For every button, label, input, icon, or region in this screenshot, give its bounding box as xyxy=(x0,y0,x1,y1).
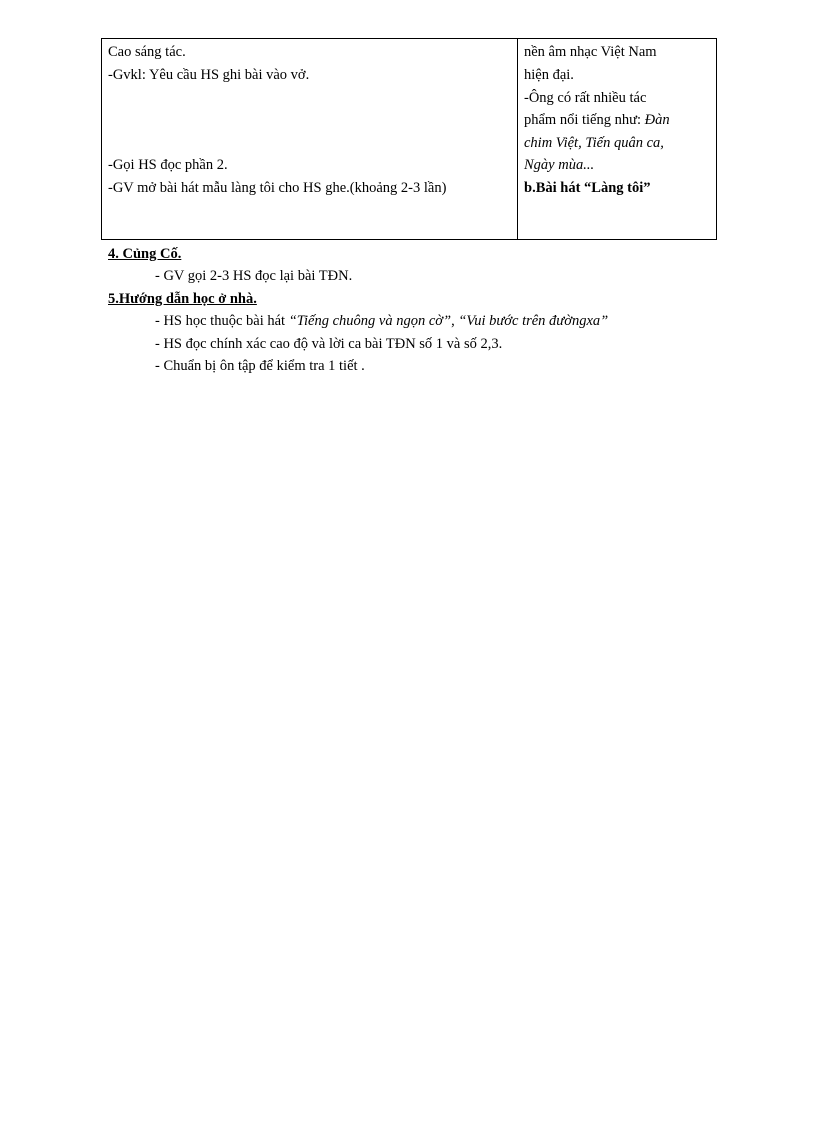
song-title-2: “Vui bước trên đườngxa” xyxy=(458,313,609,329)
left-line-1: Cao sáng tác. xyxy=(108,44,186,60)
left-line-4: -GV mở bài hát mẫu làng tôi cho HS ghe.(khoảng 2-3 lần) xyxy=(108,180,447,196)
item-1-separator: , xyxy=(451,313,459,329)
left-line-3: -Gọi HS đọc phần 2. xyxy=(108,157,228,173)
right-line-4-italic: Đàn xyxy=(641,112,670,128)
right-line-2: hiện đại. xyxy=(524,67,574,83)
section-5-item-2: - HS đọc chính xác cao độ và lời ca bài TĐN số 1 và số 2,3. xyxy=(155,336,503,352)
content-cell xyxy=(518,39,717,240)
item-1-prefix: - HS học thuộc bài hát xyxy=(155,313,289,329)
right-line-3: -Ông có rất nhiều tác xyxy=(524,90,647,106)
left-line-2: -Gvkl: Yêu cầu HS ghi bài vào vở. xyxy=(108,67,310,83)
right-line-6: Ngày mùa... xyxy=(524,157,595,173)
song-heading: b.Bài hát “Làng tôi” xyxy=(524,180,651,196)
section-5-heading: 5.Hướng dẫn học ở nhà. xyxy=(108,291,257,307)
section-4-heading: 4. Củng Cố. xyxy=(108,246,182,262)
lesson-table xyxy=(101,38,717,240)
song-title-1: “Tiếng chuông và ngọn cờ” xyxy=(288,313,452,329)
section-5-item-1 xyxy=(155,310,608,333)
section-4-item: - GV gọi 2-3 HS đọc lại bài TĐN. xyxy=(155,268,353,284)
section-5-item-3: - Chuẩn bị ôn tập để kiểm tra 1 tiết . xyxy=(155,358,365,374)
right-line-1: nền âm nhạc Việt Nam xyxy=(524,44,657,60)
teacher-activity-cell xyxy=(102,39,518,240)
right-line-4-plain: phẩm nổi tiếng như: xyxy=(524,112,641,128)
right-line-4 xyxy=(524,109,670,132)
right-line-5: chim Việt, Tiến quân ca, xyxy=(524,135,664,151)
